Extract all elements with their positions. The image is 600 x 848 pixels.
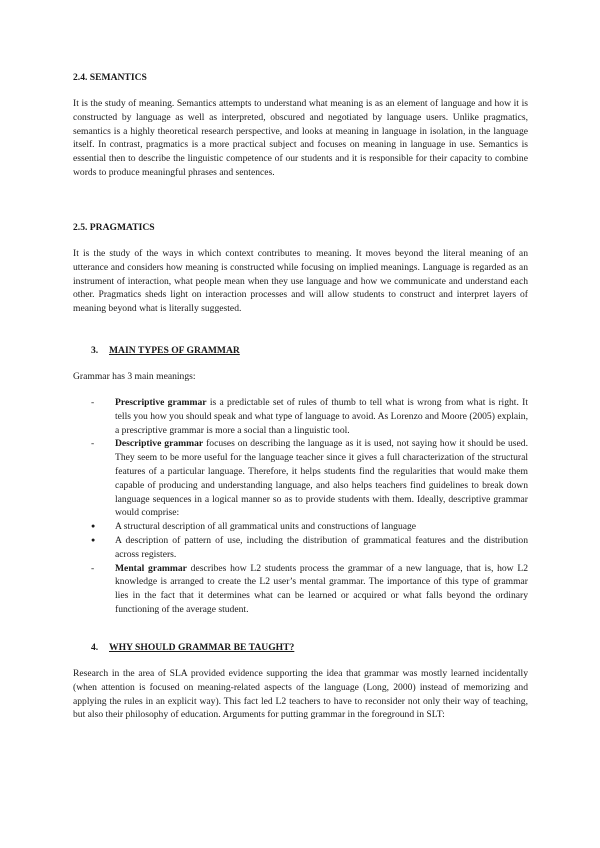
section-heading-why-grammar (91, 642, 294, 653)
list-marker: - (91, 438, 95, 450)
term: Mental grammar (115, 562, 187, 574)
item-text: A structural description of all grammatical units and constructions of language (115, 521, 417, 533)
grammar-intro: Grammar has 3 main meanings: (73, 371, 196, 382)
section-title: MAIN TYPES OF GRAMMAR (109, 345, 240, 356)
section-title: WHY SHOULD GRAMMAR BE TAUGHT? (109, 642, 295, 653)
list-item (89, 562, 528, 617)
section-heading-pragmatics: 2.5. PRAGMATICS (73, 222, 155, 233)
item-text: describes how L2 students process the grammar of a new language, that is, how L2 knowledge is arranged to create the L2 user’s mental grammar. The importance of this type of grammar lies in the fact that it determines what can be learned or acquired or what falls beyond the ordinary functioning of the average student. (115, 562, 528, 615)
semantics-paragraph: It is the study of meaning. Semantics attempts to understand what meaning is as an element of language and how it is constructed by language as well as interpreted, obscured and negotiated by language users. Unlike pragmatics, semantics is a highly theoretical research perspective, and looks at meaning in language in isolation, in the language itself. In contrast, pragmatics is a more practical subject and focuses on meaning in language in use. Semantics is essential then to describe the linguistic competence of our students and it is responsible for their capacity to combine words to produce meaningful phrases and sentences. (73, 98, 528, 178)
list-marker: - (91, 397, 95, 408)
section-heading-main-types (91, 345, 240, 356)
list-item (89, 534, 528, 562)
item-text: A description of pattern of use, including the distribution of grammatical features and the distribution across registers. (115, 534, 528, 560)
section-heading-semantics: 2.4. SEMANTICS (73, 72, 147, 83)
section-number: 4. (91, 642, 99, 653)
list-item (89, 437, 528, 520)
term: Prescriptive grammar (115, 397, 207, 408)
bullet-marker: ● (91, 522, 96, 531)
item-text: is a predictable set of rules of thumb to tell what is wrong from what is right. It tells you how you should speak and what type of language to avoid. As Lorenzo and Moore (2005) explain, a prescriptive grammar is more a social than a linguistic tool. (115, 397, 528, 436)
list-marker: - (91, 562, 95, 574)
section-number: 3. (91, 345, 99, 356)
item-text: focuses on describing the language as it is used, not saying how it should be used. They seem to be more useful for the language teacher since it gives a full characterization of the structural features of a particular language. Therefore, it helps students find the regularities that would make them capable of producing and understanding language, and also helps teachers find guidelines to break down language sequences in a logical manner so as to provide students with them. Ideally, descriptive grammar would comprise: (115, 438, 528, 519)
term: Descriptive grammar (115, 438, 204, 450)
list-item (89, 396, 528, 437)
bullet-marker: ● (91, 535, 96, 544)
why-grammar-paragraph: Research in the area of SLA provided evidence supporting the idea that grammar was mostly learned incidentally (when attention is focused on meaning-related aspects of the language (Long, 2000) instead of memorizing and applying the rules in an explicit way). This fact led L2 teachers to have to reconsider not only their way of teaching, but also their philosophy of education. Arguments for putting grammar in the foreground in SLT: (73, 668, 528, 721)
pragmatics-paragraph: It is the study of the ways in which context contributes to meaning. It moves beyond the literal meaning of an utterance and considers how meaning is constructed while focusing on implied meanings. Language is regarded as an instrument of interaction, what people mean when they use language and how we communicate and understand each other. Pragmatics sheds light on interaction processes and will allow students to construct and interpret layers of meaning beyond what is literally suggested. (73, 248, 528, 315)
grammar-types-list (89, 396, 528, 617)
list-item (89, 520, 528, 534)
